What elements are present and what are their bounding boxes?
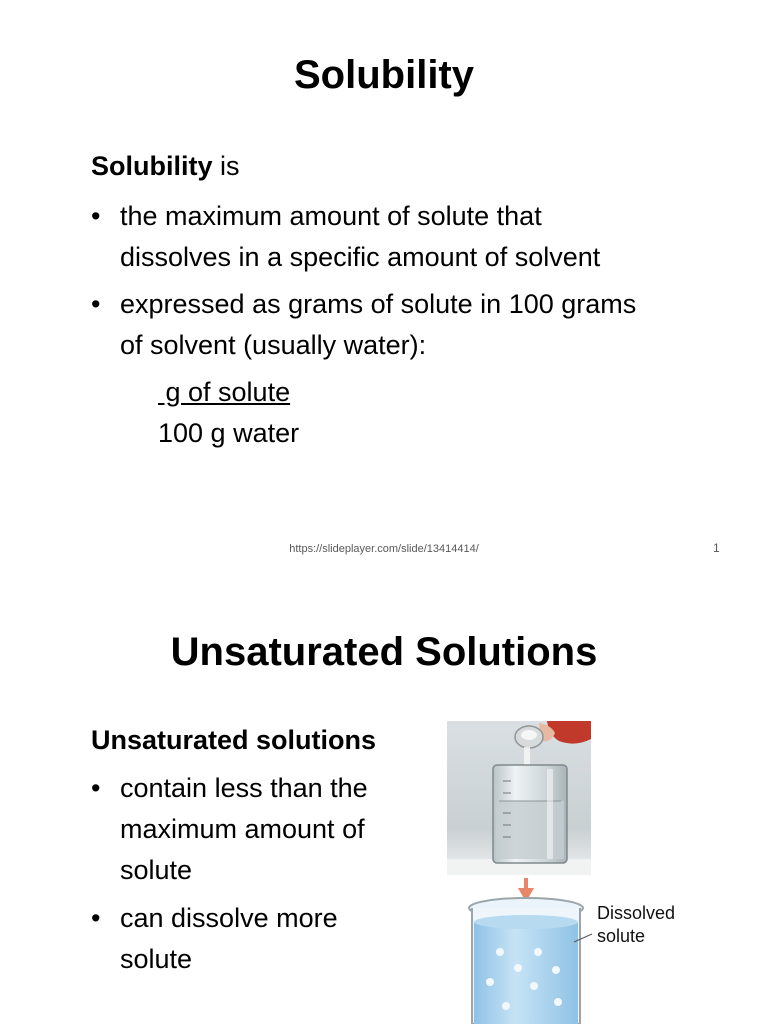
footer-url: https://slideplayer.com/slide/13414414/ bbox=[289, 543, 479, 555]
bullet-dot: • bbox=[91, 289, 101, 319]
lead-term: Solubility bbox=[91, 151, 213, 181]
beaker-photo bbox=[447, 721, 591, 875]
bullet-dot: • bbox=[91, 773, 101, 803]
slide-1-lead bbox=[91, 153, 240, 180]
bullet-item bbox=[91, 284, 636, 366]
bullet-line: maximum amount of bbox=[120, 814, 365, 844]
bullet-line: solute bbox=[120, 944, 193, 974]
dissolved-solute-label bbox=[597, 902, 675, 948]
slide-2-lead: Unsaturated solutions bbox=[91, 725, 377, 755]
bullet-item bbox=[91, 768, 368, 891]
bullet-line: contain less than the bbox=[120, 773, 368, 803]
page-number: 1 bbox=[713, 541, 720, 555]
bullet-dot: • bbox=[91, 201, 101, 231]
label-line: Dissolved bbox=[597, 903, 676, 923]
bullet-line: can dissolve more bbox=[120, 903, 338, 933]
bullet-line: dissolves in a specific amount of solvent bbox=[120, 242, 601, 272]
slide-2-title: Unsaturated Solutions bbox=[170, 630, 598, 674]
bullet-line: the maximum amount of solute that bbox=[120, 201, 542, 231]
bullet-item bbox=[91, 898, 338, 980]
bullet-line: of solvent (usually water): bbox=[120, 330, 427, 360]
fraction-numerator: g of solute bbox=[158, 377, 291, 407]
bullet-line: solute bbox=[120, 855, 193, 885]
bullet-line: expressed as grams of solute in 100 grams bbox=[120, 289, 637, 319]
label-line: solute bbox=[597, 926, 646, 946]
lead-rest: is bbox=[212, 151, 240, 181]
dissolved-solute-illustration bbox=[460, 878, 700, 1024]
slide-1-title: Solubility bbox=[294, 53, 474, 97]
fraction bbox=[158, 372, 299, 454]
bullet-dot: • bbox=[91, 903, 101, 933]
bullet-item bbox=[91, 196, 600, 278]
fraction-denominator: 100 g water bbox=[158, 418, 300, 448]
